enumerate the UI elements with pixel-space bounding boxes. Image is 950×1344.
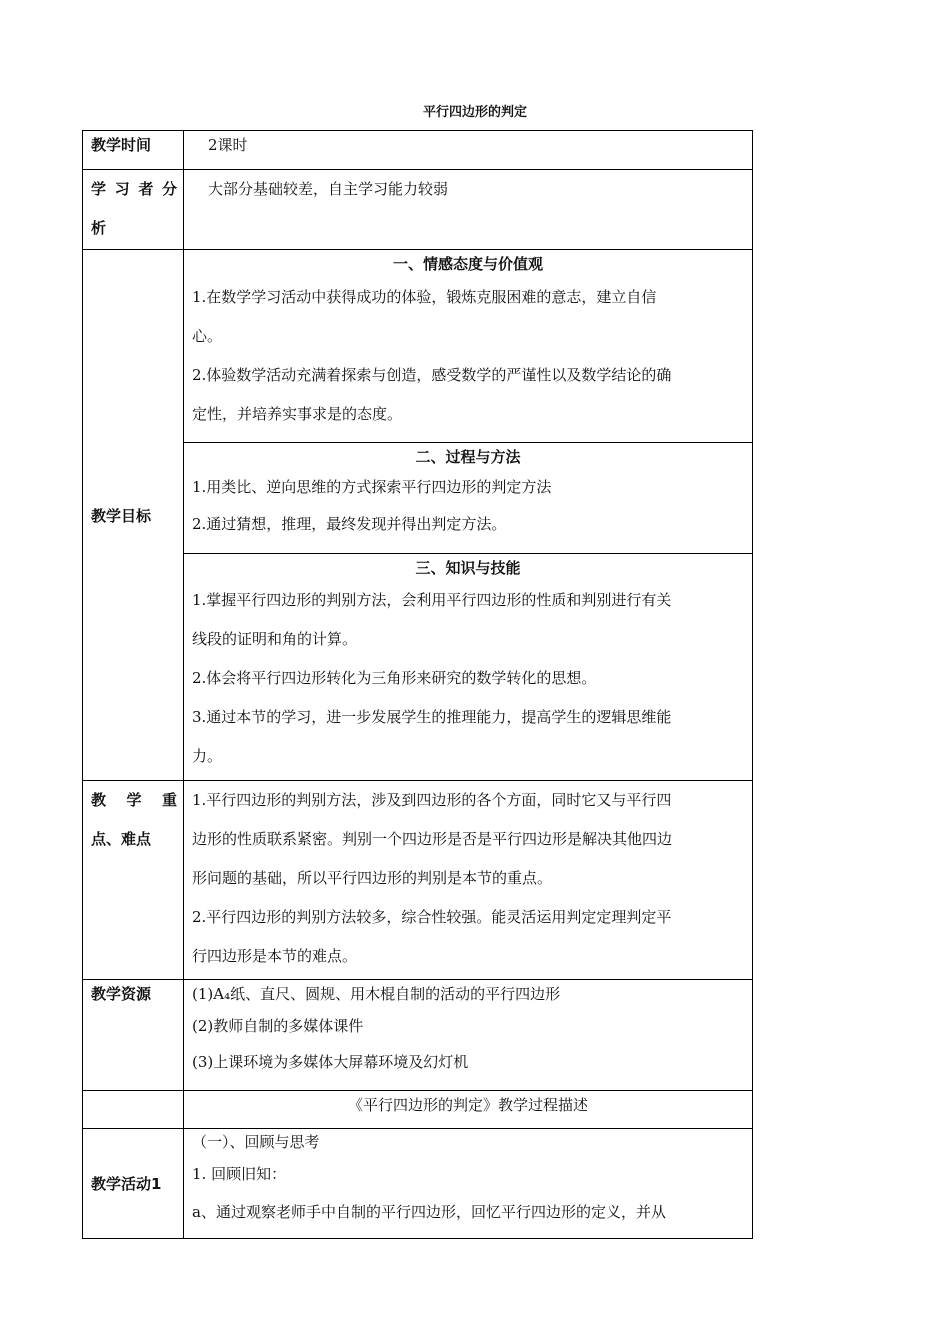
- resource-item-2: (2)教师自制的多媒体课件: [192, 1017, 364, 1035]
- page-title: 平行四边形的判定: [422, 105, 527, 120]
- learner-value: 大部分基础较差，自主学习能力较弱: [208, 180, 449, 198]
- time-value: 2课时: [208, 136, 248, 154]
- focus-p1c: 形问题的基础，所以平行四边形的判别是本节的重点。: [192, 869, 553, 887]
- activity1-line1: （一）、回顾与思考: [192, 1133, 320, 1151]
- objectives-s3-heading: 三、知识与技能: [415, 559, 521, 577]
- focus-p1b: 边形的性质联系紧密。判别一个四边形是否是平行四边形是解决其他四边: [192, 830, 673, 848]
- objectives-s2-heading: 二、过程与方法: [415, 448, 521, 466]
- objectives-s1-item1b: 心。: [192, 327, 223, 345]
- focus-p2b: 行四边形是本节的难点。: [192, 947, 358, 965]
- resource-item-1: (1)A₄纸、直尺、圆规、用木棍自制的活动的平行四边形: [192, 985, 561, 1003]
- process-title: 《平行四边形的判定》教学过程描述: [347, 1096, 588, 1114]
- objectives-s2-item1: 1.用类比、逆向思维的方式探索平行四边形的判定方法: [192, 478, 552, 496]
- row-time: [83, 131, 753, 170]
- objectives-section-3: [184, 554, 753, 781]
- objectives-s3-item1b: 线段的证明和角的计算。: [192, 630, 358, 648]
- row-process-title: [83, 1091, 753, 1129]
- label-objectives: [83, 250, 184, 781]
- objectives-s1-item2a: 2.体验数学活动充满着探索与创造，感受数学的严谨性以及数学结论的确: [192, 366, 672, 384]
- activity1-line3: a、通过观察老师手中自制的平行四边形，回忆平行四边形的定义，并从: [192, 1203, 666, 1221]
- row-objectives-3: [83, 554, 753, 781]
- row-activity1: [83, 1129, 753, 1239]
- label-learner: [83, 170, 184, 250]
- objectives-s3-item3a: 3.通过本节的学习，进一步发展学生的推理能力，提高学生的逻辑思维能: [192, 708, 672, 726]
- focus-label-line1: 教 学 重: [91, 791, 177, 809]
- label-activity1: [83, 1129, 184, 1239]
- focus-p1a: 1.平行四边形的判别方法，涉及到四边形的各个方面，同时它又与平行四: [192, 791, 672, 809]
- label-focus: [83, 781, 184, 980]
- row-objectives: [83, 250, 753, 443]
- lesson-plan-table: [82, 130, 753, 1239]
- objectives-s3-item3b: 力。: [192, 747, 223, 765]
- learner-label-line2: 析: [91, 219, 107, 237]
- row-learner: [83, 170, 753, 250]
- objectives-s2-item2: 2.通过猜想，推理，最终发现并得出判定方法。: [192, 515, 507, 533]
- activity1-line2: 1. 回顾旧知：: [192, 1165, 287, 1183]
- row-resources: [83, 980, 753, 1091]
- resources-label: 教学资源: [91, 985, 152, 1003]
- objectives-section-2: [184, 443, 753, 554]
- objectives-s1-item1a: 1.在数学学习活动中获得成功的体验，锻炼克服困难的意志，建立自信: [192, 288, 657, 306]
- focus-p2a: 2.平行四边形的判别方法较多，综合性较强。能灵活运用判定定理判定平: [192, 908, 672, 926]
- objectives-label: 教学目标: [91, 506, 152, 525]
- focus-label-line2: 点、难点: [91, 830, 152, 848]
- label-resources: [83, 980, 184, 1091]
- value-learner: [184, 170, 753, 250]
- objectives-s1-heading: 一、情感态度与价值观: [392, 255, 543, 273]
- resource-item-3: (3)上课环境为多媒体大屏幕环境及幻灯机: [192, 1053, 469, 1071]
- row-objectives-2: [83, 443, 753, 554]
- value-focus: [184, 781, 753, 980]
- activity1-label: 教学活动1: [91, 1175, 162, 1193]
- row-focus: [83, 781, 753, 980]
- label-time-text: 教学时间: [91, 136, 152, 154]
- objectives-s3-item1a: 1.掌握平行四边形的判别方法，会利用平行四边形的性质和判别进行有关: [192, 591, 672, 609]
- value-resources: [184, 980, 753, 1091]
- objectives-section-1: [184, 250, 753, 443]
- objectives-s3-item2: 2.体会将平行四边形转化为三角形来研究的数学转化的思想。: [192, 669, 597, 687]
- learner-label-line1: 学 习 者 分: [91, 180, 177, 198]
- process-title-cell: [184, 1091, 753, 1129]
- label-time: [83, 131, 184, 170]
- value-activity1: [184, 1129, 753, 1239]
- process-title-empty: [83, 1091, 184, 1129]
- objectives-s1-item2b: 定性，并培养实事求是的态度。: [192, 405, 403, 423]
- value-time: [184, 131, 753, 170]
